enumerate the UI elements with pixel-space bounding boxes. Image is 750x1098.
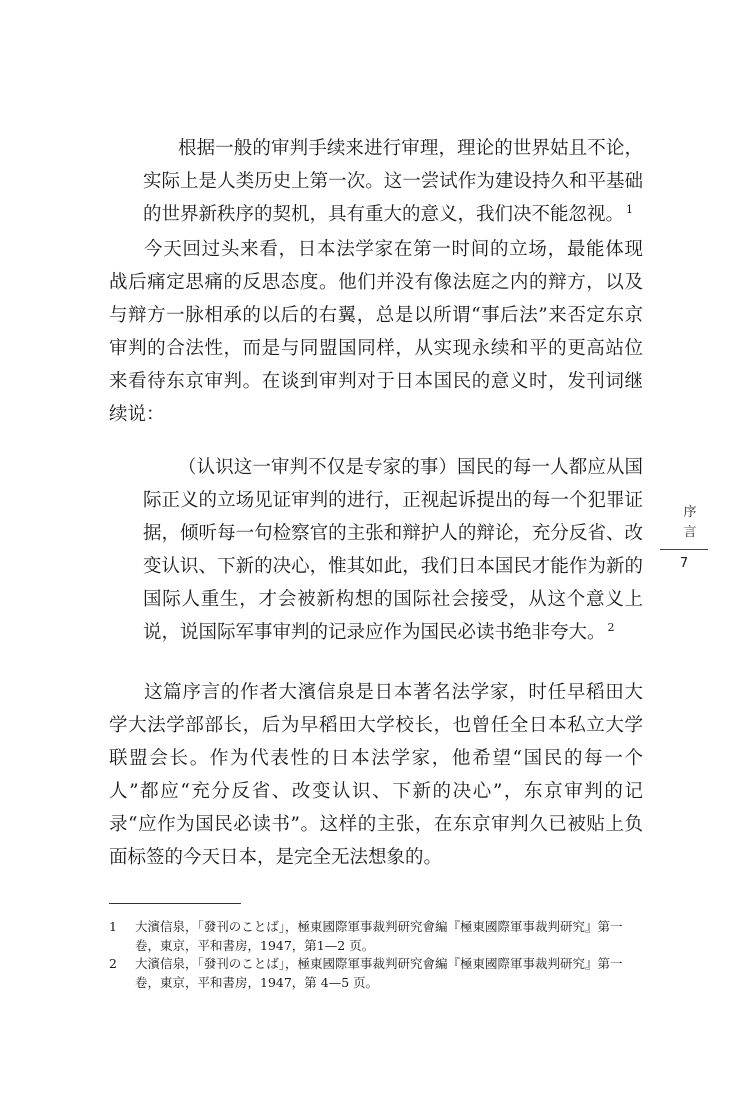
quoted-paragraph-2 [143, 451, 643, 649]
footnote-2 [109, 954, 643, 992]
footnote-divider [109, 903, 241, 904]
footnote-text: 大濱信泉，「發刊のことば」，極東國際軍事裁判研究會編『極東國際軍事裁判研究』第一卷，東京，平和書房，1947，第 4—5 页。 [135, 956, 623, 990]
section-divider [660, 549, 708, 550]
footnote-ref-2: 2 [607, 620, 615, 634]
footnote-ref-1: 1 [626, 202, 634, 216]
footnote-text: 大濱信泉，「發刊のことば」，極東國際軍事裁判研究會編『極東國際軍事裁判研究』第一卷，東京，平和書房，1947，第1—2 页。 [135, 919, 623, 953]
page-number: 7 [679, 556, 689, 571]
quoted-paragraph-1 [143, 132, 643, 231]
quote-text-1: 根据一般的审判手续来进行审理，理论的世界姑且不论，实际上是人类历史上第一次。这一尝试作为建设持久和平基础的世界新秩序的契机，具有重大的意义，我们决不能忽视。 [143, 138, 643, 225]
body-paragraph-2: 这篇序言的作者大濱信泉是日本著名法学家，时任早稻田大学大法学部部长，后为早稻田大学校长，也曾任全日本私立大学联盟会长。作为代表性的日本法学家，他希望“国民的每一个人”都应“充分反省、改变认识、下新的决心”，东京审判的记录“应作为国民必读书”。这样的主张，在东京审判久已被贴上负面标签的今天日本，是完全无法想象的。 [109, 682, 643, 868]
running-section-title: 序 言 [683, 505, 697, 540]
footnote-number: 1 [109, 919, 117, 934]
footnote-1 [109, 917, 643, 955]
body-paragraph-1: 今天回过头来看，日本法学家在第一时间的立场，最能体现战后痛定思痛的反思态度。他们并没有像法庭之内的辩方，以及与辩方一脉相承的以后的右翼，总是以所谓“事后法”来否定东京审判的合法性，而是与同盟国同样，从实现永续和平的更高站位来看待东京审判。在谈到审判对于日本国民的意义时，发刊词继续说： [109, 239, 643, 425]
footnote-number: 2 [109, 956, 117, 971]
quote-text-2: （认识这一审判不仅是专家的事）国民的每一人都应从国际正义的立场见证审判的进行，正视起诉提出的每一个犯罪证据，倾听每一句检察官的主张和辩护人的辩论，充分反省、改变认识、下新的决心，惟其如此，我们日本国民才能作为新的国际人重生，才会被新构想的国际社会接受，从这个意义上说，说国际军事审判的记录应作为国民必读书绝非夸大。 [143, 457, 643, 643]
